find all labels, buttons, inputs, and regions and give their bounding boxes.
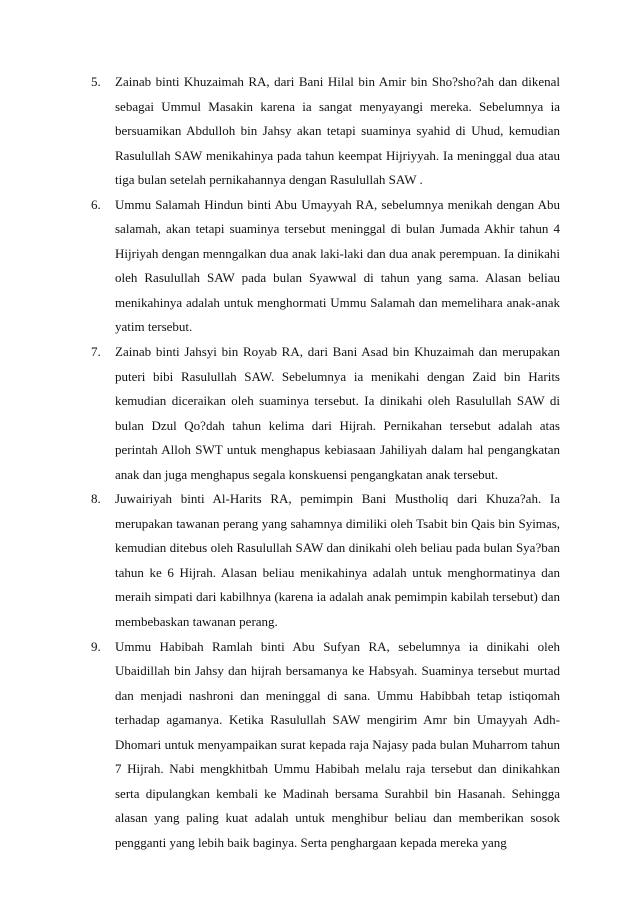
item-text: Ummu Habibah Ramlah binti Abu Sufyan RA, sebelumnya ia dinikahi oleh Ubaidillah bin Jahsy dan hijrah bersamanya ke Habsyah. Suaminya tersebut murtad dan menjadi nashroni dan meninggal di sana. Ummu Habibbah tetap istiqomah terhadap agamanya. Ketika Rasulullah SAW mengirim Amr bin Umayyah Adh-Dhomari untuk menyampaikan surat kepada raja Najasy pada bulan Muharrom tahun 7 Hijrah. Nabi mengkhitbah Ummu Habibah melalu raja tersebut dan dinikahkan serta dipulangkan kembali ke Madinah bersama Surahbil bin Hasanah. Sehingga alasan yang paling kuat adalah untuk menghibur beliau dan memberikan sosok pengganti yang lebih baik baginya. Serta penghargaan kepada mereka yang [115, 638, 560, 850]
list-item [91, 193, 560, 340]
item-text: Juwairiyah binti Al-Harits RA, pemimpin Bani Mustholiq dari Khuza?ah. Ia merupakan tawanan perang yang sahamnya dimiliki oleh Tsabit bin Qais bin Syimas, kemudian ditebus oleh Rasulullah SAW dan dinikahi oleh beliau pada bulan Sya?ban tahun ke 6 Hijrah. Alasan beliau menikahinya adalah untuk menghormatinya dan meraih simpati dari kabilhnya (karena ia adalah anak pemimpin kabilah tersebut) dan membebaskan tawanan perang. [115, 491, 560, 630]
item-text: Zainab binti Khuzaimah RA, dari Bani Hilal bin Amir bin Sho?sho?ah dan dikenal sebagai Ummul Masakin karena ia sangat menyayangi mereka. Sebelumnya ia bersuamikan Abdulloh bin Jahsy akan tetapi suaminya syahid di Uhud, kemudian Rasulullah SAW menikahinya pada tahun keempat Hijriyyah. Ia meninggal dua atau tiga bulan setelah pernikahannya dengan Rasulullah SAW . [115, 74, 560, 188]
list-item [91, 487, 560, 634]
item-number: 9. [91, 638, 101, 654]
item-number: 8. [91, 491, 101, 507]
list-item [91, 70, 560, 193]
list-item [91, 340, 560, 487]
item-number: 6. [91, 196, 101, 212]
item-number: 5. [91, 74, 101, 89]
wives-list [91, 70, 560, 856]
item-text: Ummu Salamah Hindun binti Abu Umayyah RA, sebelumnya menikah dengan Abu salamah, akan tetapi suaminya tersebut meninggal di bulan Jumada Akhir tahun 4 Hijriyah dengan menngalkan dua anak laki-laki dan dua anak perempuan. Ia dinikahi oleh Rasulullah SAW pada bulan Syawwal di tahun yang sama. Alasan beliau menikahinya adalah untuk menghormati Ummu Salamah dan memelihara anak-anak yatim tersebut. [115, 196, 560, 335]
item-number: 7. [91, 344, 101, 360]
item-text: Zainab binti Jahsyi bin Royab RA, dari Bani Asad bin Khuzaimah dan merupakan puteri bibi Rasulullah SAW. Sebelumnya ia menikahi dengan Zaid bin Harits kemudian diceraikan oleh suaminya tersebut. Ia dinikahi oleh Rasulullah SAW di bulan Dzul Qo?dah tahun kelima dari Hijrah. Pernikahan tersebut adalah atas perintah Alloh SWT untuk menghapus kebiasaan Jahiliyah dalam hal pengangkatan anak dan juga menghapus segala konskuensi pengangkatan anak tersebut. [115, 344, 560, 482]
list-item [91, 635, 560, 856]
